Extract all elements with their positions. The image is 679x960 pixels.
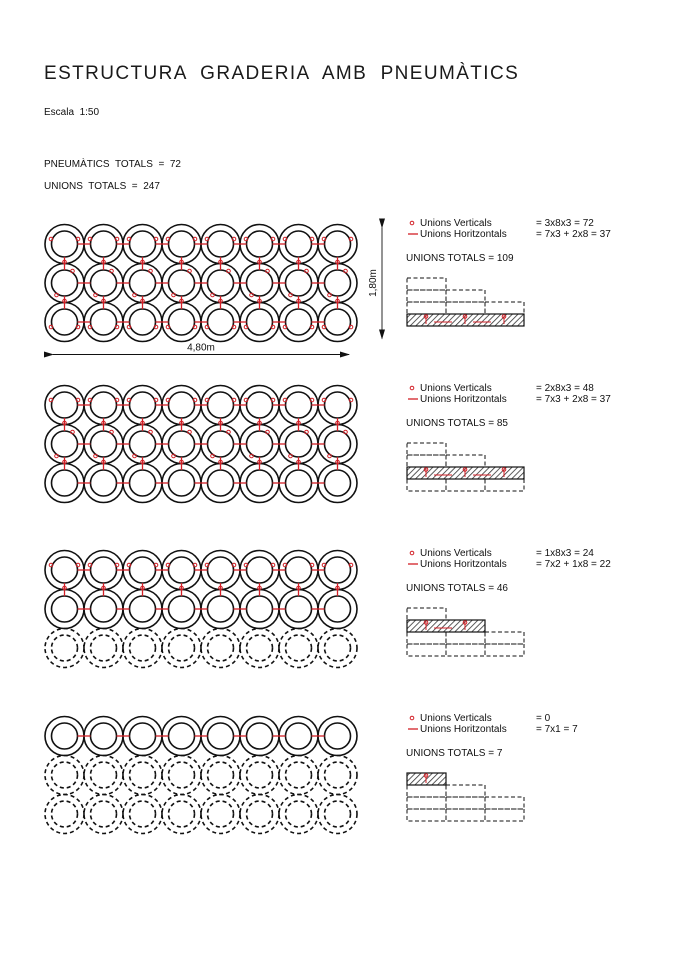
legend-horizontal-label: Unions Horitzontals [420, 724, 507, 735]
section-step-outline [407, 644, 446, 656]
tire-inner-ring [169, 596, 195, 622]
tire-inner-ring [130, 801, 156, 827]
tire-inner-ring [91, 309, 117, 335]
tire-placeholder [45, 756, 84, 795]
legend-horizontal-label: Unions Horitzontals [420, 559, 507, 570]
tire-inner-ring [130, 723, 156, 749]
tires-total-label: PNEUMÀTICS TOTALS = 72 [44, 159, 181, 170]
tire-grid [45, 717, 357, 834]
configuration-block [45, 548, 611, 668]
tire-inner-ring [130, 231, 156, 257]
vertical-unions-formula: = 1x8x3 = 24 [536, 548, 594, 559]
block-unions-total: UNIONS TOTALS = 7 [406, 748, 503, 759]
tire-inner-ring [169, 723, 195, 749]
section-step-outline [485, 797, 524, 809]
section-diagram [407, 773, 524, 821]
legend-vertical-label: Unions Verticals [420, 383, 492, 394]
tire-placeholder [318, 756, 357, 795]
legend-horizontal-label: Unions Horitzontals [420, 394, 507, 405]
legend-vertical-label: Unions Verticals [420, 548, 492, 559]
tire-inner-ring [247, 723, 273, 749]
tire-inner-ring [169, 635, 195, 661]
block-unions-total: UNIONS TOTALS = 109 [406, 253, 514, 264]
tire-inner-ring [286, 231, 312, 257]
section-step-outline [446, 455, 485, 467]
section-step-outline [446, 479, 485, 491]
tire-placeholder [279, 629, 318, 668]
tire-inner-ring [325, 801, 351, 827]
section-step-outline [485, 302, 524, 314]
tire-inner-ring [169, 270, 195, 296]
tire-inner-ring [52, 231, 78, 257]
section-diagram [407, 443, 524, 491]
tire-inner-ring [52, 431, 78, 457]
tire-inner-ring [52, 392, 78, 418]
section-step-outline [485, 809, 524, 821]
tire-inner-ring [325, 723, 351, 749]
tire-placeholder [123, 629, 162, 668]
tire-inner-ring [52, 309, 78, 335]
tire-placeholder [240, 756, 279, 795]
vertical-union-marker [410, 551, 414, 555]
tire-inner-ring [208, 635, 234, 661]
tire-placeholder [240, 629, 279, 668]
tire-inner-ring [169, 431, 195, 457]
tire-inner-ring [286, 557, 312, 583]
tire-inner-ring [91, 723, 117, 749]
tire-inner-ring [286, 270, 312, 296]
tire-placeholder [84, 756, 123, 795]
configuration-block [45, 383, 611, 503]
section-step-outline [407, 809, 446, 821]
tire-placeholder [318, 795, 357, 834]
tire-placeholder [318, 629, 357, 668]
vertical-union-marker [410, 716, 414, 720]
tire-placeholder [45, 795, 84, 834]
tire-inner-ring [169, 470, 195, 496]
tire-inner-ring [91, 231, 117, 257]
tire-inner-ring [208, 392, 234, 418]
section-step-outline [407, 443, 446, 455]
tire-inner-ring [130, 635, 156, 661]
tire-inner-ring [325, 309, 351, 335]
tire-inner-ring [52, 723, 78, 749]
tire-inner-ring [247, 470, 273, 496]
section-diagram [407, 278, 524, 326]
tire-inner-ring [169, 557, 195, 583]
tire-inner-ring [52, 801, 78, 827]
horizontal-unions-formula: = 7x2 + 1x8 = 22 [536, 559, 611, 570]
tire-inner-ring [325, 470, 351, 496]
tire-inner-ring [325, 596, 351, 622]
tire-inner-ring [52, 635, 78, 661]
tire-inner-ring [130, 470, 156, 496]
tire-inner-ring [169, 392, 195, 418]
vertical-unions-formula: = 0 [536, 713, 551, 724]
unions-layer [49, 237, 353, 329]
tire-inner-ring [169, 231, 195, 257]
tire-inner-ring [286, 762, 312, 788]
tire-placeholder [162, 629, 201, 668]
tire-inner-ring [247, 557, 273, 583]
tire-inner-ring [247, 270, 273, 296]
height-dimension-label: 1,80m [368, 269, 379, 297]
tire-inner-ring [130, 270, 156, 296]
tire-inner-ring [130, 392, 156, 418]
legend-vertical-label: Unions Verticals [420, 713, 492, 724]
tire-placeholder [45, 629, 84, 668]
tire-inner-ring [247, 762, 273, 788]
width-dimension-label: 4,80m [187, 342, 215, 354]
tire-inner-ring [286, 392, 312, 418]
tire-placeholder [84, 795, 123, 834]
vertical-union-marker [410, 221, 414, 225]
tire-inner-ring [91, 431, 117, 457]
section-step-outline [446, 797, 485, 809]
tire-inner-ring [130, 596, 156, 622]
tire-inner-ring [325, 431, 351, 457]
section-step-outline [446, 632, 485, 644]
tire-inner-ring [247, 801, 273, 827]
tire-inner-ring [208, 470, 234, 496]
section-step-outline [446, 302, 485, 314]
tire-inner-ring [247, 231, 273, 257]
tire-placeholder [201, 795, 240, 834]
tire-placeholder [162, 795, 201, 834]
legend [406, 383, 611, 429]
tire-inner-ring [286, 309, 312, 335]
tire-inner-ring [130, 762, 156, 788]
section-step-outline [407, 302, 446, 314]
drawing-title: ESTRUCTURA GRADERIA AMB PNEUMÀTICS [44, 63, 520, 84]
section-step-outline [407, 785, 446, 797]
tire-inner-ring [325, 270, 351, 296]
section-step-outline [407, 455, 446, 467]
tire-inner-ring [91, 270, 117, 296]
tire-inner-ring [52, 270, 78, 296]
tire-inner-ring [91, 557, 117, 583]
tire-inner-ring [208, 270, 234, 296]
tire-inner-ring [91, 392, 117, 418]
legend [406, 713, 578, 759]
tire-inner-ring [52, 762, 78, 788]
section-step-outline [446, 644, 485, 656]
tire-inner-ring [247, 392, 273, 418]
tire-inner-ring [52, 470, 78, 496]
section-step-outline [407, 608, 446, 620]
section-step-outline [485, 479, 524, 491]
section-step-outline [485, 644, 524, 656]
horizontal-unions-formula: = 7x3 + 2x8 = 37 [536, 229, 611, 240]
tire-inner-ring [247, 635, 273, 661]
tire-inner-ring [325, 762, 351, 788]
tire-placeholder [123, 756, 162, 795]
tire-inner-ring [286, 470, 312, 496]
tire-inner-ring [208, 596, 234, 622]
vertical-unions-formula: = 3x8x3 = 72 [536, 218, 594, 229]
tire-placeholder [279, 795, 318, 834]
block-unions-total: UNIONS TOTALS = 46 [406, 583, 508, 594]
tire-inner-ring [286, 596, 312, 622]
tire-inner-ring [130, 431, 156, 457]
horizontal-unions-formula: = 7x3 + 2x8 = 37 [536, 394, 611, 405]
legend [406, 218, 611, 264]
scale-label: Escala 1:50 [44, 107, 100, 118]
section-step-outline [485, 632, 524, 644]
tire-inner-ring [286, 801, 312, 827]
horizontal-unions-formula: = 7x1 = 7 [536, 724, 578, 735]
tire-inner-ring [286, 431, 312, 457]
section-step-outline [407, 290, 446, 302]
tire-inner-ring [91, 762, 117, 788]
section-step-outline [407, 632, 446, 644]
tire-inner-ring [325, 557, 351, 583]
tire-placeholder [240, 795, 279, 834]
block-unions-total: UNIONS TOTALS = 85 [406, 418, 508, 429]
tire-inner-ring [208, 309, 234, 335]
section-step-outline [446, 785, 485, 797]
tire-inner-ring [325, 635, 351, 661]
section-step-outline [407, 797, 446, 809]
tire-inner-ring [91, 801, 117, 827]
tire-inner-ring [169, 762, 195, 788]
tire-inner-ring [325, 392, 351, 418]
tire-inner-ring [208, 231, 234, 257]
tire-inner-ring [208, 801, 234, 827]
unions-total-label: UNIONS TOTALS = 247 [44, 181, 160, 192]
tire-inner-ring [91, 470, 117, 496]
tire-placeholder [84, 629, 123, 668]
vertical-unions-formula: = 2x8x3 = 48 [536, 383, 594, 394]
tire-inner-ring [169, 309, 195, 335]
tire-inner-ring [208, 723, 234, 749]
tire-inner-ring [169, 801, 195, 827]
tire-placeholder [279, 756, 318, 795]
section-step-outline [407, 479, 446, 491]
tire-inner-ring [325, 231, 351, 257]
tire-inner-ring [247, 309, 273, 335]
tire-inner-ring [52, 557, 78, 583]
tire-inner-ring [208, 762, 234, 788]
section-step-outline [446, 290, 485, 302]
legend-horizontal-label: Unions Horitzontals [420, 229, 507, 240]
tire-inner-ring [130, 557, 156, 583]
configuration-block [45, 713, 578, 834]
unions-layer [49, 563, 353, 609]
section-step-outline [407, 278, 446, 290]
tire-inner-ring [247, 596, 273, 622]
section-step-outline [446, 809, 485, 821]
tire-inner-ring [286, 723, 312, 749]
tire-placeholder [201, 629, 240, 668]
tire-inner-ring [208, 557, 234, 583]
tire-inner-ring [52, 596, 78, 622]
legend [406, 548, 611, 594]
tire-inner-ring [130, 309, 156, 335]
section-hatched-layer [407, 620, 485, 632]
tire-inner-ring [286, 635, 312, 661]
tire-placeholder [162, 756, 201, 795]
tire-placeholder [123, 795, 162, 834]
tire-placeholder [201, 756, 240, 795]
legend-vertical-label: Unions Verticals [420, 218, 492, 229]
tire-inner-ring [208, 431, 234, 457]
tire-inner-ring [91, 635, 117, 661]
tire-inner-ring [247, 431, 273, 457]
section-diagram [407, 608, 524, 656]
vertical-union-marker [410, 386, 414, 390]
tire-inner-ring [91, 596, 117, 622]
configuration-block [45, 218, 611, 355]
